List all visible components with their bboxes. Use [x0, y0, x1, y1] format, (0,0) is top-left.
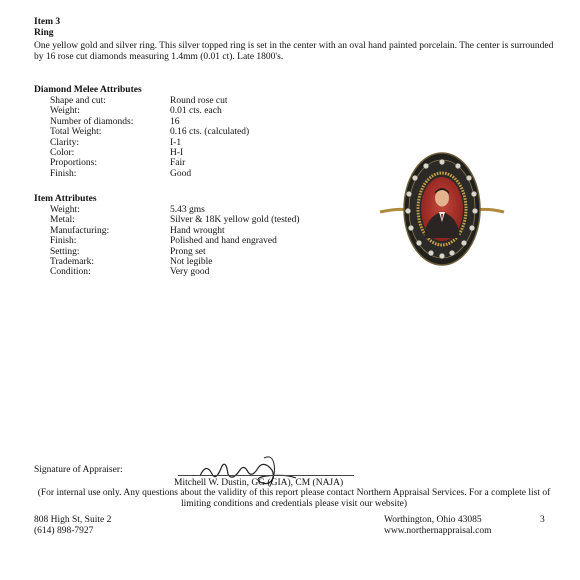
table-row: [34, 257, 300, 267]
item-number: Item 3: [34, 17, 61, 27]
table-row: [34, 247, 300, 257]
table-row: [34, 226, 300, 236]
item-attributes-table: [34, 205, 300, 278]
item-description: One yellow gold and silver ring. This silver topped ring is set in the center with an oval hand painted porcelain. The center is surrounded by 16 rose cut diamonds measuring 1.4mm (0.01 ct). Late 1800's.: [34, 41, 554, 62]
attr-value: H-I: [170, 147, 184, 158]
table-row: [34, 127, 249, 137]
item-attributes-title: Item Attributes: [34, 194, 97, 204]
table-row: [34, 215, 300, 225]
attr-label: Color:: [50, 147, 75, 158]
table-row: [34, 148, 249, 158]
table-row: [34, 117, 249, 127]
attr-value: Fair: [170, 158, 186, 169]
table-row: [34, 106, 249, 116]
attr-label: Metal:: [50, 215, 75, 226]
attr-value: 5.43 gms: [170, 205, 205, 215]
footer-address: [34, 515, 111, 537]
attr-label: Number of diamonds:: [50, 116, 134, 127]
table-row: [34, 158, 249, 168]
table-row: [34, 205, 300, 215]
table-row: [34, 96, 249, 106]
attr-value: 0.01 cts. each: [170, 106, 222, 117]
address-street: 808 High St, Suite 2: [34, 515, 112, 525]
attr-label: Finish:: [50, 236, 77, 247]
diamond-melee-title: Diamond Melee Attributes: [34, 85, 142, 95]
attr-value: Not legible: [170, 256, 213, 267]
website-link[interactable]: www.northernappraisal.com: [384, 526, 492, 536]
attr-label: Manufacturing:: [50, 225, 110, 236]
attr-value: 0.16 cts. (calculated): [170, 127, 250, 138]
attr-value: Very good: [170, 267, 210, 278]
attr-value: I-1: [170, 137, 182, 148]
signature-line: [178, 475, 354, 476]
item-type: Ring: [34, 28, 54, 38]
attr-label: Condition:: [50, 267, 91, 278]
ring-photo: [378, 150, 506, 268]
attr-label: Weight:: [50, 106, 80, 117]
table-row: [34, 169, 249, 179]
table-row: [34, 138, 249, 148]
attr-label: Total Weight:: [50, 127, 102, 138]
signature-label: Signature of Appraiser:: [34, 465, 123, 475]
attr-value: 16: [170, 116, 180, 127]
attr-label: Shape and cut:: [50, 96, 106, 106]
diamond-melee-table: [34, 96, 249, 179]
address-city: Worthington, Ohio 43085: [384, 515, 482, 525]
appraiser-name: Mitchell W. Dustin, GG (GIA), CM (NAJA): [174, 478, 344, 488]
attr-label: Finish:: [50, 168, 77, 179]
table-row: [34, 236, 300, 246]
attr-label: Clarity:: [50, 137, 80, 148]
attr-label: Weight:: [50, 205, 80, 215]
attr-label: Proportions:: [50, 158, 97, 169]
attr-value: Hand wrought: [170, 225, 225, 236]
item-header: [34, 17, 554, 39]
internal-use-notice: (For internal use only. Any questions about the validity of this report please contact Northern Appraisal Services. For a complete list of limiting conditions and credentials please visit our website): [37, 488, 551, 509]
address-phone: (614) 898-7927: [34, 526, 94, 536]
attr-value: Good: [170, 168, 192, 179]
footer-contact: [384, 515, 492, 537]
attr-value: Polished and hand engraved: [170, 236, 277, 247]
attr-label: Trademark:: [50, 256, 94, 267]
ring-illustration: [378, 150, 506, 268]
page-number: 3: [540, 515, 545, 525]
attr-value: Round rose cut: [170, 96, 228, 106]
attr-value: Silver & 18K yellow gold (tested): [170, 215, 300, 226]
table-row: [34, 267, 300, 277]
attr-value: Prong set: [170, 246, 206, 257]
attr-label: Setting:: [50, 246, 80, 257]
